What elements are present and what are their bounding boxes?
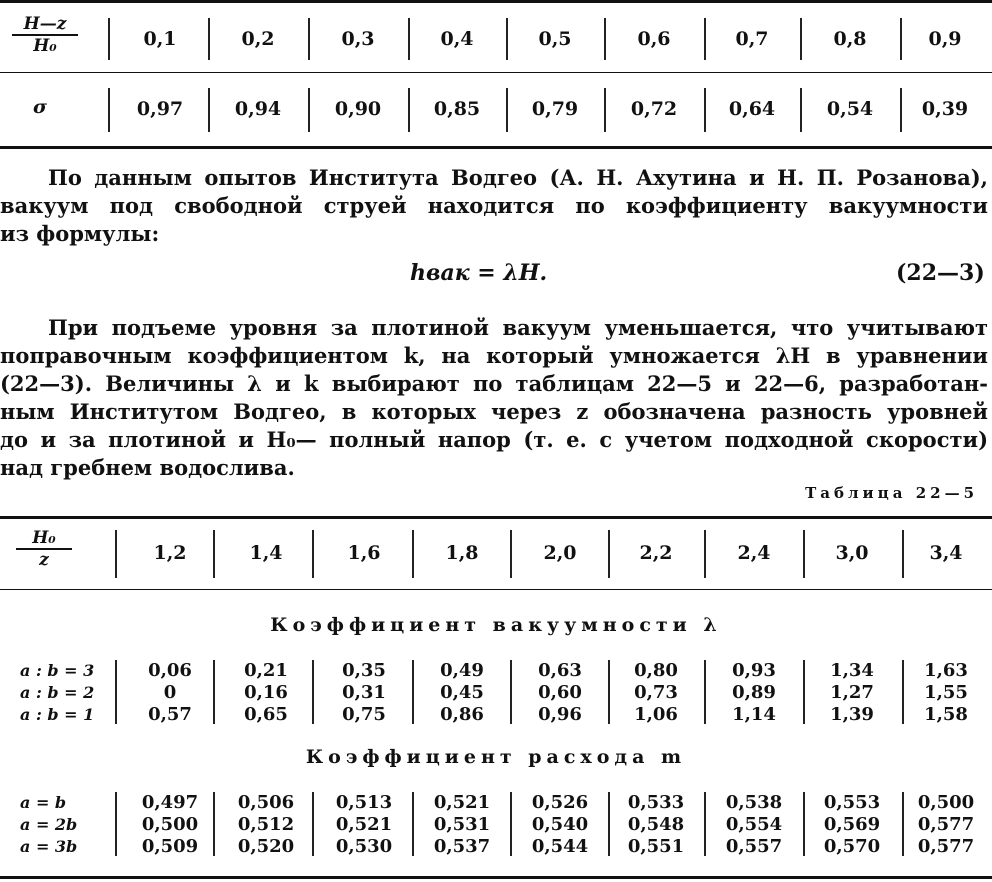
table-cell: 0,49 [440, 660, 484, 681]
header-cell: 0,6 [637, 28, 671, 50]
column-divider [208, 88, 210, 132]
table-cell: 0,72 [630, 98, 678, 120]
row-label: a = b [20, 793, 67, 812]
table-cell: 0,31 [342, 682, 386, 703]
row-label: a : b = 2 [20, 683, 95, 702]
table-cell: 0,39 [921, 98, 969, 120]
main-table-header-label: $\frac{\text{H₀}}{z}$ [16, 528, 72, 570]
paragraph-explanation [0, 314, 988, 482]
table-cell: 1,63 [924, 660, 968, 681]
formula-number: (22—3) [896, 260, 985, 286]
table-cell: 0,513 [335, 792, 393, 813]
table-cell: 1,14 [732, 704, 776, 725]
header-cell: 3,4 [929, 542, 963, 564]
column-divider [312, 792, 314, 856]
column-divider [800, 18, 802, 60]
column-divider [213, 530, 215, 578]
column-divider [608, 530, 610, 578]
table-column [218, 660, 314, 726]
table-cell: 0,64 [728, 98, 776, 120]
column-divider [604, 18, 606, 60]
header-cell: 1,8 [445, 542, 479, 564]
table-cell: 0,35 [342, 660, 386, 681]
table-cell: 0,80 [634, 660, 678, 681]
table-cell: 0,86 [440, 704, 484, 725]
column-divider [308, 18, 310, 60]
paragraph-line: над гребнем водослива. [0, 455, 295, 480]
column-divider [115, 660, 117, 724]
table-cell: 0,89 [732, 682, 776, 703]
column-divider [108, 88, 110, 132]
table-column [608, 660, 704, 726]
table-cell: 0,16 [244, 682, 288, 703]
header-cell: 2,0 [543, 542, 577, 564]
paragraph-line: вакуум под свободной струей находится по коэффициенту вакуумности [0, 193, 988, 218]
table-cell: 0,45 [440, 682, 484, 703]
table-cell: 0,553 [823, 792, 881, 813]
table-cell: 0,577 [917, 836, 975, 857]
table-cell: 0,509 [141, 836, 199, 857]
table-column [608, 792, 704, 858]
table-cell: 0,06 [148, 660, 192, 681]
table-cell: 0,94 [234, 98, 282, 120]
table-column [414, 792, 510, 858]
table-cell: 0,96 [538, 704, 582, 725]
header-cell: 1,2 [153, 542, 187, 564]
table-header-rule [0, 72, 992, 73]
table-column [316, 792, 412, 858]
table-cell: 0 [163, 682, 177, 703]
table-cell: 0,569 [823, 814, 881, 835]
table-cell: 1,55 [924, 682, 968, 703]
column-divider [208, 18, 210, 60]
paragraph-line: ным Институтом Водгео, в которых через z обозначена разность уровней [0, 399, 988, 424]
table-cell: 0,21 [244, 660, 288, 681]
table-cell: 0,577 [917, 814, 975, 835]
row-label: a = 3b [20, 837, 78, 856]
paragraph-line: из формулы: [0, 221, 160, 246]
row-label: a : b = 1 [20, 705, 95, 724]
table-cell: 0,530 [335, 836, 393, 857]
table-cell: 0,551 [627, 836, 685, 857]
table-cell: 0,570 [823, 836, 881, 857]
table-cell: 0,93 [732, 660, 776, 681]
column-divider [213, 660, 215, 724]
paragraph-line: (22—3). Величины λ и k выбирают по таблицам 22—5 и 22—6, разработан- [0, 371, 988, 396]
table-top-rule [0, 516, 992, 519]
column-divider [108, 18, 110, 60]
table-cell: 0,75 [342, 704, 386, 725]
table-column [122, 792, 218, 858]
column-divider [704, 88, 706, 132]
column-divider [312, 660, 314, 724]
table-cell: 0,538 [725, 792, 783, 813]
vacuum-row-labels [20, 660, 94, 726]
row-label: a = 2b [20, 815, 78, 834]
table-cell: 0,548 [627, 814, 685, 835]
table-cell: 1,58 [924, 704, 968, 725]
discharge-row-labels [20, 792, 77, 858]
column-divider [408, 18, 410, 60]
header-cell: 0,4 [440, 28, 474, 50]
table-cell: 0,520 [237, 836, 295, 857]
header-cell: 1,6 [347, 542, 381, 564]
header-cell: 2,2 [639, 542, 673, 564]
table-column [316, 660, 412, 726]
table-cell: 0,90 [334, 98, 382, 120]
header-cell: 2,4 [737, 542, 771, 564]
table-cell: 0,73 [634, 682, 678, 703]
header-cell: 0,7 [735, 28, 769, 50]
table-cell: 0,500 [917, 792, 975, 813]
column-divider [510, 530, 512, 578]
column-divider [604, 88, 606, 132]
table-cell: 0,60 [538, 682, 582, 703]
header-cell: 1,4 [249, 542, 283, 564]
row-label: a : b = 3 [20, 661, 95, 680]
table-cell: 0,540 [531, 814, 589, 835]
sigma-table-header-label: $\frac{H—z}{\text{H₀}}$ [12, 14, 78, 56]
column-divider [115, 792, 117, 856]
header-cell: 0,2 [241, 28, 275, 50]
table-column [218, 792, 314, 858]
header-cell: 0,1 [143, 28, 177, 50]
table-column [898, 660, 992, 726]
table-column [804, 792, 900, 858]
section-title-discharge: Коэффициент расхода m [305, 746, 687, 768]
table-bottom-rule [0, 876, 992, 879]
column-divider [506, 18, 508, 60]
header-cell: 0,9 [928, 28, 962, 50]
table-cell: 0,65 [244, 704, 288, 725]
table-column [706, 792, 802, 858]
paragraph-line: При подъеме уровня за плотиной вакуум уменьшается, что учитывают [48, 315, 988, 340]
table-cell: 0,531 [433, 814, 491, 835]
section-title-vacuum: Коэффициент вакуумности λ [270, 614, 722, 636]
header-cell: 0,8 [833, 28, 867, 50]
column-divider [704, 530, 706, 578]
column-divider [213, 792, 215, 856]
table-cell: 0,57 [148, 704, 192, 725]
table-cell: 0,54 [826, 98, 874, 120]
table-cell: 0,506 [237, 792, 295, 813]
column-divider [800, 88, 802, 132]
table-bottom-rule [0, 146, 992, 149]
table-cell: 0,557 [725, 836, 783, 857]
paragraph-line: до и за плотиной и H₀— полный напор (т. е. с учетом подходной скорости) [0, 427, 988, 452]
table-cell: 1,39 [830, 704, 874, 725]
table-cell: 0,85 [433, 98, 481, 120]
table-column [512, 660, 608, 726]
table-cell: 0,512 [237, 814, 295, 835]
table-column [898, 792, 992, 858]
header-cell: 3,0 [835, 542, 869, 564]
column-divider [312, 530, 314, 578]
table-caption: Таблица 22—5 [805, 484, 978, 502]
table-column [804, 660, 900, 726]
header-cell: 0,3 [341, 28, 375, 50]
column-divider [506, 88, 508, 132]
formula: hвак = λH. [410, 260, 548, 286]
table-cell: 0,554 [725, 814, 783, 835]
sigma-row-label: σ [32, 96, 47, 118]
paragraph-line: поправочным коэффициентом k, на который умножается λH в уравнении [0, 343, 988, 368]
table-column [414, 660, 510, 726]
table-column [706, 660, 802, 726]
table-header-rule [0, 589, 992, 590]
column-divider [308, 88, 310, 132]
table-cell: 1,06 [634, 704, 678, 725]
column-divider [412, 530, 414, 578]
column-divider [704, 18, 706, 60]
column-divider [408, 88, 410, 132]
table-top-rule [0, 0, 992, 3]
table-cell: 0,544 [531, 836, 589, 857]
table-cell: 0,497 [141, 792, 199, 813]
table-cell: 0,533 [627, 792, 685, 813]
table-cell: 1,27 [830, 682, 874, 703]
table-cell: 0,526 [531, 792, 589, 813]
table-cell: 0,79 [531, 98, 579, 120]
table-column [512, 792, 608, 858]
table-cell: 0,97 [136, 98, 184, 120]
table-cell: 0,63 [538, 660, 582, 681]
column-divider [803, 530, 805, 578]
table-cell: 1,34 [830, 660, 874, 681]
paragraph-intro [0, 164, 988, 248]
table-column [122, 660, 218, 726]
column-divider [115, 530, 117, 578]
table-cell: 0,500 [141, 814, 199, 835]
table-cell: 0,521 [433, 792, 491, 813]
header-cell: 0,5 [538, 28, 572, 50]
paragraph-line: По данным опытов Института Водгео (А. Н. Ахутина и Н. П. Розанова), [48, 165, 988, 190]
table-cell: 0,537 [433, 836, 491, 857]
table-cell: 0,521 [335, 814, 393, 835]
